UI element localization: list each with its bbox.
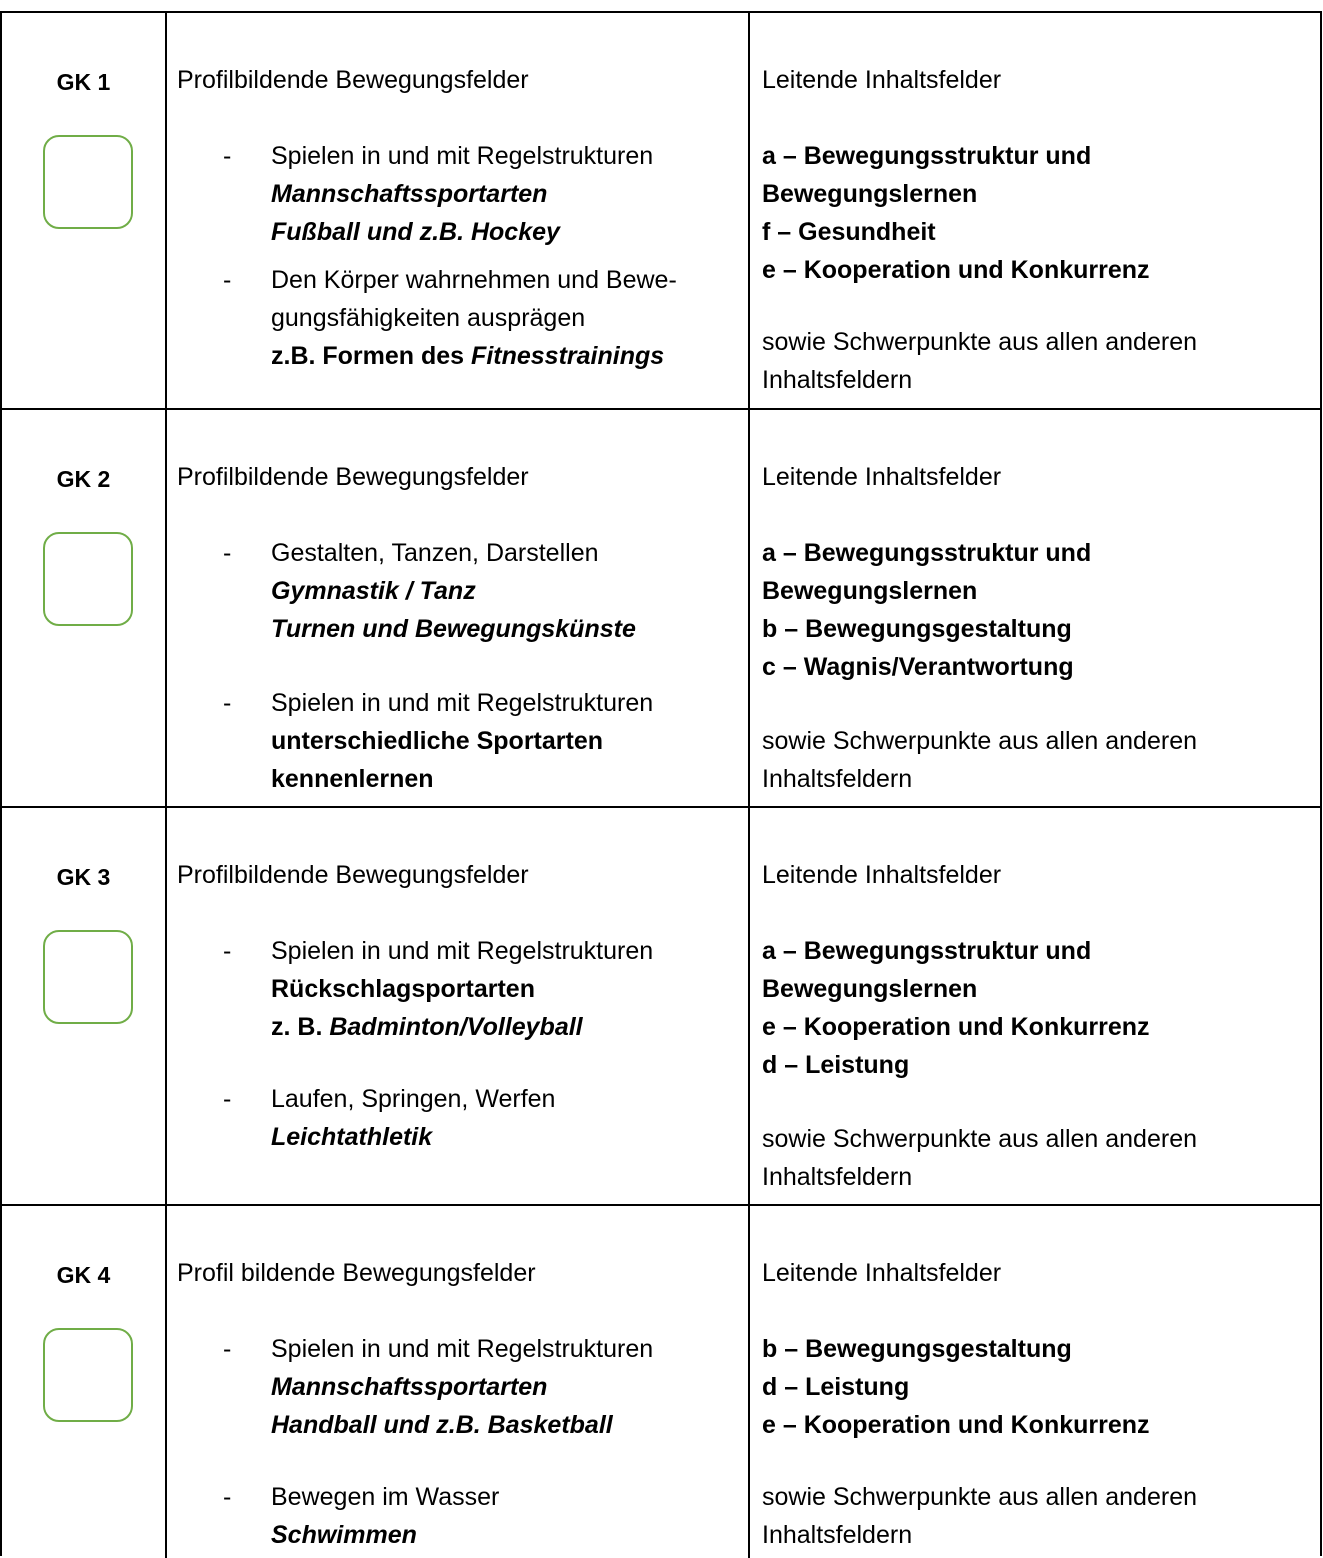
column-divider bbox=[165, 410, 167, 806]
movement-fields-heading: Profil bildende Bewegungsfelder bbox=[177, 1259, 536, 1287]
content-fields-heading: Leitende Inhaltsfelder bbox=[762, 861, 1002, 889]
content-field: b – Bewegungsgestaltung bbox=[762, 615, 1072, 643]
course-checkbox[interactable] bbox=[43, 930, 133, 1024]
course-checkbox[interactable] bbox=[43, 1328, 133, 1422]
content-field: c – Wagnis/Verantwortung bbox=[762, 653, 1074, 681]
course-label: GK 3 bbox=[56, 864, 111, 890]
column-divider bbox=[748, 1206, 750, 1558]
movement-fields-heading: Profilbildende Bewegungsfelder bbox=[177, 66, 529, 94]
course-label: GK 2 bbox=[56, 466, 111, 492]
item-line: Fußball und z.B. Hockey bbox=[271, 218, 560, 246]
footnote-line: Inhaltsfeldern bbox=[762, 1163, 913, 1191]
course-checkbox[interactable] bbox=[43, 532, 133, 626]
item-line: kennenlernen bbox=[271, 765, 434, 793]
column-divider bbox=[748, 13, 750, 408]
item-line: Gymnastik / Tanz bbox=[271, 577, 476, 605]
content-field: e – Kooperation und Konkurrenz bbox=[762, 1411, 1150, 1439]
item-line: gungsfähigkeiten ausprägen bbox=[271, 304, 586, 332]
item-line: Den Körper wahrnehmen und Bewe- bbox=[271, 266, 677, 294]
item-line: Mannschaftssportarten bbox=[271, 1373, 548, 1401]
bullet-dash: - bbox=[223, 1085, 232, 1113]
movement-fields-heading: Profilbildende Bewegungsfelder bbox=[177, 861, 529, 889]
item-line: Schwimmen bbox=[271, 1521, 417, 1549]
content-field: a – Bewegungsstruktur und bbox=[762, 937, 1092, 965]
item-line: Bewegen im Wasser bbox=[271, 1483, 500, 1511]
table-row bbox=[2, 1206, 1320, 1558]
bullet-dash: - bbox=[223, 689, 232, 717]
content-field: a – Bewegungsstruktur und bbox=[762, 142, 1092, 170]
footnote-line: Inhaltsfeldern bbox=[762, 366, 913, 394]
bullet-dash: - bbox=[223, 1483, 232, 1511]
content-field: e – Kooperation und Konkurrenz bbox=[762, 256, 1150, 284]
table-row bbox=[2, 808, 1320, 1206]
content-fields-heading: Leitende Inhaltsfelder bbox=[762, 66, 1002, 94]
column-divider bbox=[165, 1206, 167, 1558]
item-line: Mannschaftssportarten bbox=[271, 180, 548, 208]
item-line: Spielen in und mit Regelstrukturen bbox=[271, 142, 654, 170]
content-field: d – Leistung bbox=[762, 1051, 910, 1079]
bullet-dash: - bbox=[223, 266, 232, 294]
column-divider bbox=[748, 410, 750, 806]
content-field: d – Leistung bbox=[762, 1373, 910, 1401]
content-field: b – Bewegungsgestaltung bbox=[762, 1335, 1072, 1363]
bullet-dash: - bbox=[223, 142, 232, 170]
item-line: Turnen und Bewegungskünste bbox=[271, 615, 636, 643]
content-fields-heading: Leitende Inhaltsfelder bbox=[762, 463, 1002, 491]
item-line: Leichtathletik bbox=[271, 1123, 433, 1151]
content-field: e – Kooperation und Konkurrenz bbox=[762, 1013, 1150, 1041]
content-fields-heading: Leitende Inhaltsfelder bbox=[762, 1259, 1002, 1287]
movement-fields-heading: Profilbildende Bewegungsfelder bbox=[177, 463, 529, 491]
item-line: unterschiedliche Sportarten bbox=[271, 727, 604, 755]
item-line: z.B. Formen des Fitnesstrainings bbox=[271, 342, 665, 370]
content-field: a – Bewegungsstruktur und bbox=[762, 539, 1092, 567]
course-label: GK 1 bbox=[56, 69, 111, 95]
table-row bbox=[2, 13, 1320, 410]
footnote-line: Inhaltsfeldern bbox=[762, 1521, 913, 1549]
column-divider bbox=[165, 13, 167, 408]
content-field: Bewegungslernen bbox=[762, 180, 978, 208]
bullet-dash: - bbox=[223, 539, 232, 567]
item-line: Spielen in und mit Regelstrukturen bbox=[271, 689, 654, 717]
item-line: Laufen, Springen, Werfen bbox=[271, 1085, 556, 1113]
course-table bbox=[0, 11, 1322, 1556]
footnote-line: sowie Schwerpunkte aus allen anderen bbox=[762, 1483, 1197, 1511]
footnote-line: Inhaltsfeldern bbox=[762, 765, 913, 793]
item-line: Spielen in und mit Regelstrukturen bbox=[271, 1335, 654, 1363]
column-divider bbox=[165, 808, 167, 1204]
bullet-dash: - bbox=[223, 1335, 232, 1363]
footnote-line: sowie Schwerpunkte aus allen anderen bbox=[762, 328, 1197, 356]
item-line: Gestalten, Tanzen, Darstellen bbox=[271, 539, 599, 567]
course-checkbox[interactable] bbox=[43, 135, 133, 229]
item-line: Handball und z.B. Basketball bbox=[271, 1411, 613, 1439]
table-row bbox=[2, 410, 1320, 808]
course-label: GK 4 bbox=[56, 1262, 111, 1288]
item-line: Rückschlagsportarten bbox=[271, 975, 535, 1003]
item-line: z. B. Badminton/Volleyball bbox=[271, 1013, 583, 1041]
content-field: Bewegungslernen bbox=[762, 577, 978, 605]
content-field: f – Gesundheit bbox=[762, 218, 936, 246]
footnote-line: sowie Schwerpunkte aus allen anderen bbox=[762, 1125, 1197, 1153]
item-line: Spielen in und mit Regelstrukturen bbox=[271, 937, 654, 965]
column-divider bbox=[748, 808, 750, 1204]
footnote-line: sowie Schwerpunkte aus allen anderen bbox=[762, 727, 1197, 755]
content-field: Bewegungslernen bbox=[762, 975, 978, 1003]
bullet-dash: - bbox=[223, 937, 232, 965]
